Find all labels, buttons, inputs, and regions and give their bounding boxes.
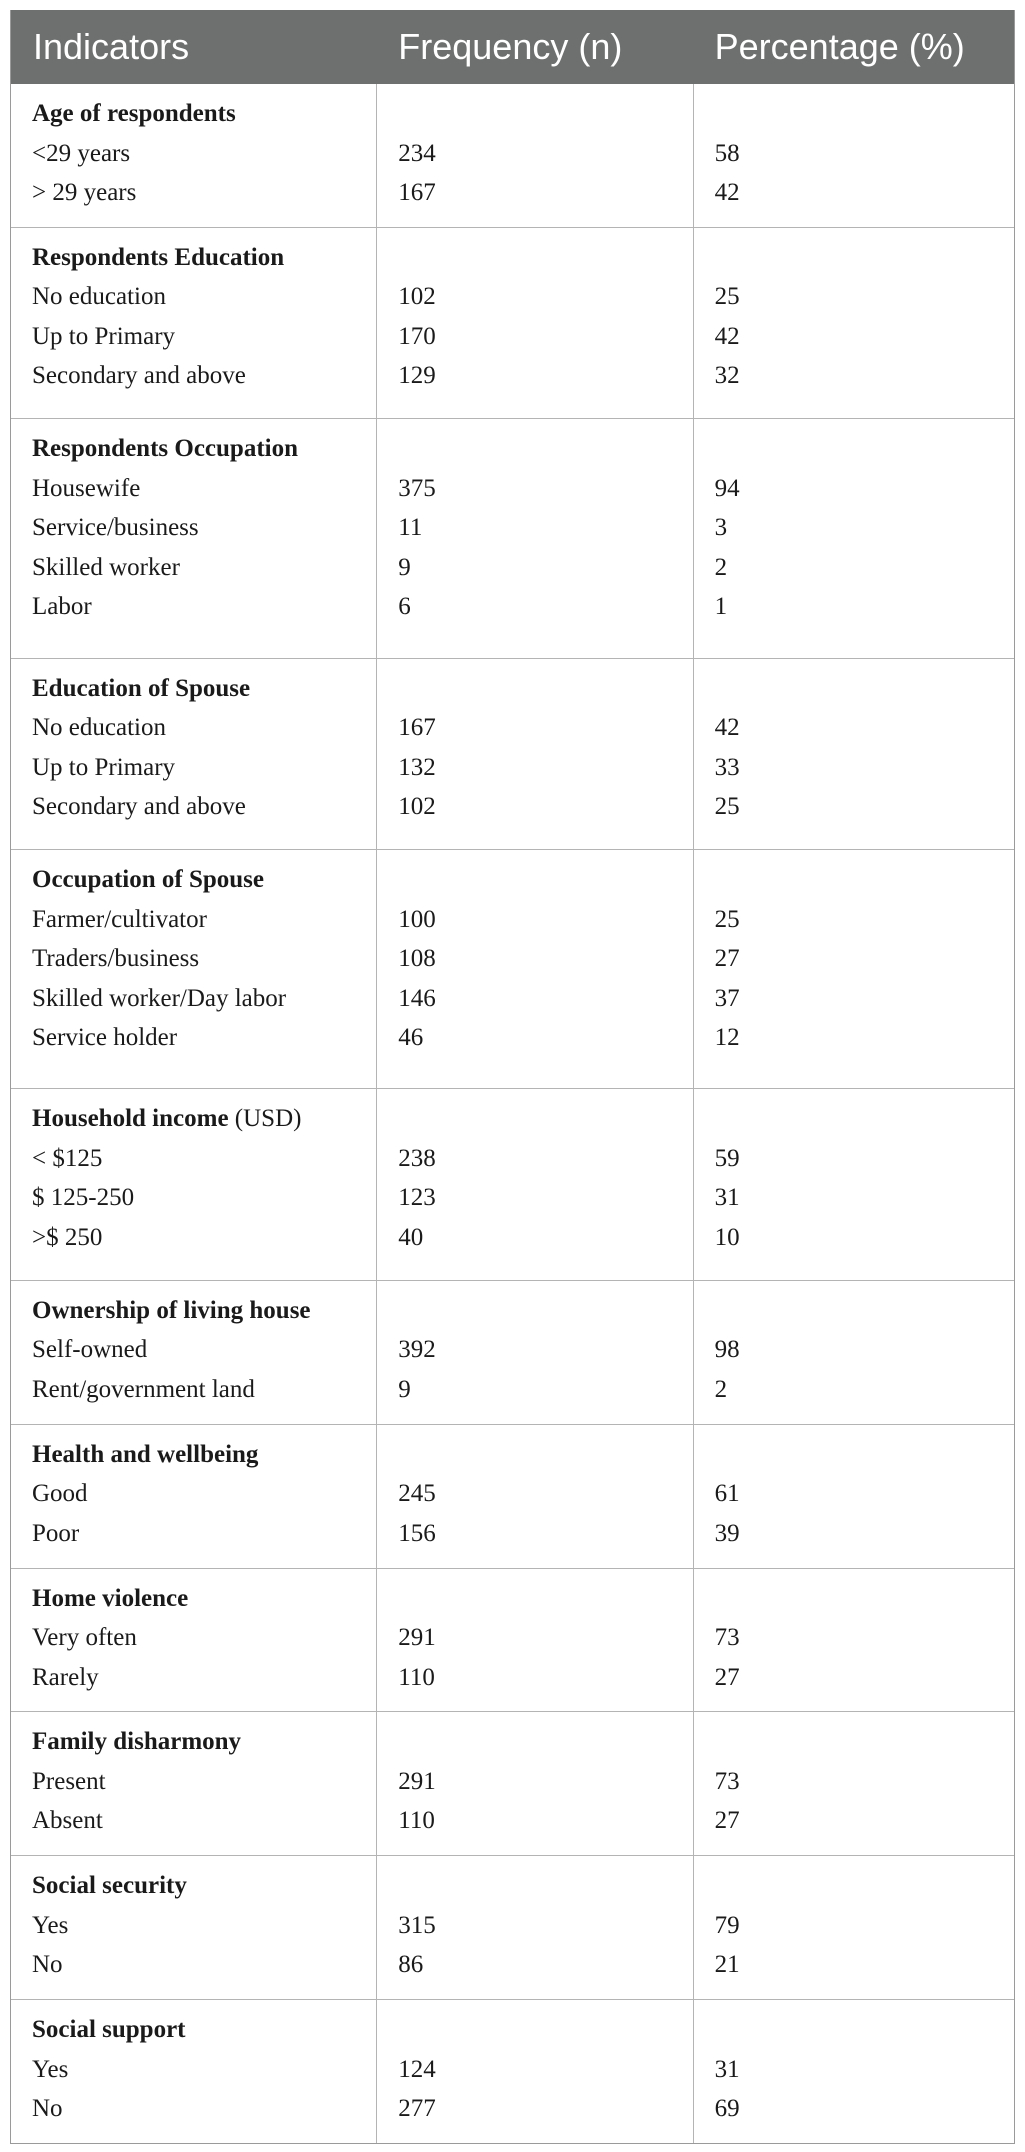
row-frequency: 102 [398, 283, 436, 311]
group-title-text: Social support [32, 2016, 186, 2044]
frequency-cell [376, 1856, 692, 1999]
table-group [11, 1089, 1014, 1281]
group-title [32, 1435, 376, 1475]
spacer [398, 1435, 692, 1475]
row-label: Skilled worker [32, 553, 180, 581]
row-frequency: 146 [398, 984, 436, 1012]
row-label: No education [32, 714, 166, 742]
table-group [11, 2000, 1014, 2143]
row-percentage: 25 [714, 905, 740, 933]
row-label: Self-owned [32, 1336, 148, 1364]
row-percentage: 25 [714, 793, 740, 821]
row-label: Yes [32, 2055, 69, 2083]
spacer [398, 429, 692, 469]
group-title [32, 1579, 376, 1619]
spacer [398, 1099, 692, 1139]
row-label: Present [32, 1767, 106, 1795]
row-frequency: 245 [398, 1480, 436, 1508]
group-title [32, 2010, 376, 2050]
row-percentage: 32 [714, 362, 740, 390]
table-group [11, 228, 1014, 420]
row-frequency: 392 [398, 1336, 436, 1364]
group-title-text: Social security [32, 1872, 187, 1900]
row-label: <29 years [32, 139, 131, 167]
spacer [715, 1722, 1014, 1762]
row-label: > 29 years [32, 179, 137, 206]
indicator-cell [11, 850, 376, 1088]
row-frequency: 238 [398, 1144, 436, 1172]
row-frequency: 9 [398, 553, 411, 581]
table-group [11, 1569, 1014, 1713]
row-percentage: 58 [714, 139, 740, 167]
table-body [11, 84, 1014, 2143]
row-label: No [32, 1951, 63, 1979]
group-title-unit: (USD) [234, 1105, 302, 1133]
row-percentage: 31 [714, 2055, 740, 2083]
row-percentage: 12 [714, 1024, 740, 1052]
percentage-cell [693, 419, 1014, 657]
table-header [11, 10, 1014, 84]
group-title-text: Family disharmony [32, 1728, 242, 1756]
row-frequency: 129 [398, 362, 436, 390]
spacer [398, 860, 692, 900]
row-label: Up to Primary [32, 322, 176, 350]
row-percentage: 73 [714, 1767, 740, 1795]
row-label: Service holder [32, 1024, 178, 1052]
row-frequency: 86 [398, 1951, 424, 1979]
row-percentage: 27 [714, 945, 740, 973]
row-frequency: 234 [398, 139, 436, 167]
row-percentage: 1 [714, 593, 728, 621]
frequency-cell [376, 1425, 692, 1568]
frequency-cell [376, 84, 692, 227]
row-percentage: 10 [714, 1223, 740, 1251]
percentage-cell [693, 1281, 1014, 1424]
spacer [398, 1291, 692, 1331]
header-percentage: Percentage (%) [714, 26, 965, 67]
row-frequency: 110 [398, 1807, 435, 1835]
spacer [715, 860, 1014, 900]
row-percentage: 73 [714, 1624, 740, 1651]
row-frequency: 156 [398, 1519, 436, 1547]
indicator-cell [11, 1569, 376, 1712]
frequency-cell [376, 1089, 692, 1280]
row-label: Traders/business [32, 945, 200, 973]
spacer [398, 669, 692, 709]
row-label: Good [32, 1480, 88, 1508]
spacer [715, 429, 1014, 469]
row-frequency: 102 [398, 793, 436, 821]
row-frequency: 170 [398, 322, 436, 350]
row-frequency: 110 [398, 1663, 435, 1691]
group-title-text: Respondents Education [32, 243, 285, 271]
indicator-cell [11, 1856, 376, 1999]
row-label: Rarely [32, 1663, 99, 1691]
row-percentage: 2 [714, 553, 728, 581]
frequency-cell [376, 1712, 692, 1855]
group-title [32, 429, 376, 469]
row-frequency: 291 [398, 1767, 436, 1795]
row-label: Housewife [32, 474, 141, 502]
spacer [715, 1579, 1014, 1619]
row-percentage: 39 [714, 1519, 740, 1547]
indicator-cell [11, 419, 376, 657]
row-label: Skilled worker/Day labor [32, 984, 287, 1012]
group-title-text: Education of Spouse [32, 674, 251, 702]
indicator-cell [11, 659, 376, 850]
table-group [11, 1425, 1014, 1569]
row-percentage: 3 [714, 514, 728, 542]
spacer [715, 1866, 1014, 1906]
table-group [11, 419, 1014, 658]
group-title-text: Age of respondents [32, 100, 236, 127]
group-title [32, 669, 376, 709]
frequency-cell [376, 2000, 692, 2143]
row-frequency: 9 [398, 1375, 411, 1403]
row-frequency: 132 [398, 753, 436, 781]
row-percentage: 33 [714, 753, 740, 781]
spacer [715, 669, 1014, 709]
row-percentage: 2 [714, 1375, 728, 1403]
frequency-cell [376, 850, 692, 1088]
group-title-text: Ownership of living house [32, 1296, 311, 1324]
indicator-cell [11, 1712, 376, 1855]
group-title-text: Occupation of Spouse [32, 866, 264, 894]
group-title-text: Home violence [32, 1584, 189, 1612]
row-percentage: 25 [714, 283, 740, 311]
row-percentage: 98 [714, 1336, 740, 1364]
group-title-text: Household income [32, 1105, 229, 1133]
frequency-cell [376, 1569, 692, 1712]
indicator-cell [11, 84, 376, 227]
spacer [715, 1291, 1014, 1331]
row-label: Farmer/cultivator [32, 905, 207, 933]
row-frequency: 108 [398, 945, 436, 973]
group-title [32, 238, 376, 278]
row-frequency: 123 [398, 1184, 436, 1212]
table-group [11, 850, 1014, 1089]
spacer [398, 1722, 692, 1762]
row-percentage: 27 [714, 1663, 740, 1691]
row-label: Labor [32, 593, 92, 621]
row-frequency: 277 [398, 2095, 436, 2123]
row-label: Poor [32, 1519, 80, 1547]
indicator-cell [11, 1089, 376, 1280]
spacer [398, 94, 692, 134]
row-percentage: 79 [714, 1911, 740, 1939]
frequency-cell [376, 1281, 692, 1424]
table-group [11, 1712, 1014, 1856]
percentage-cell [693, 1569, 1014, 1712]
spacer [398, 1579, 692, 1619]
spacer [715, 1435, 1014, 1475]
row-frequency: 100 [398, 905, 436, 933]
row-label: Secondary and above [32, 362, 246, 390]
spacer [715, 2010, 1014, 2050]
header-frequency: Frequency (n) [398, 26, 623, 67]
row-label: Yes [32, 1911, 69, 1939]
spacer [398, 2010, 692, 2050]
data-table [10, 10, 1015, 2144]
percentage-cell [693, 1856, 1014, 1999]
row-percentage: 27 [714, 1807, 740, 1835]
row-label: Secondary and above [32, 793, 246, 821]
row-frequency: 291 [398, 1624, 436, 1651]
row-percentage: 42 [714, 322, 740, 350]
frequency-cell [376, 228, 692, 419]
row-frequency: 40 [398, 1223, 424, 1251]
row-frequency: 11 [398, 514, 423, 542]
row-label: No education [32, 283, 166, 311]
table-group [11, 659, 1014, 851]
group-title [32, 1099, 376, 1139]
group-title [32, 1722, 376, 1762]
row-percentage: 42 [714, 714, 740, 742]
frequency-cell [376, 659, 692, 850]
header-indicators: Indicators [33, 26, 190, 67]
row-label: Service/business [32, 514, 199, 542]
row-frequency: 124 [398, 2055, 436, 2083]
frequency-cell [376, 419, 692, 657]
row-label: No [32, 2095, 63, 2123]
row-percentage: 21 [714, 1951, 740, 1979]
indicator-cell [11, 228, 376, 419]
row-label: $ 125-250 [32, 1184, 135, 1212]
row-label: >$ 250 [32, 1223, 103, 1251]
row-percentage: 37 [714, 984, 740, 1012]
row-frequency: 167 [398, 179, 436, 206]
percentage-cell [693, 659, 1014, 850]
group-title [32, 1866, 376, 1906]
percentage-cell [693, 1425, 1014, 1568]
row-percentage: 61 [714, 1480, 740, 1508]
group-title-text: Health and wellbeing [32, 1440, 259, 1468]
row-frequency: 46 [398, 1024, 424, 1052]
indicator-cell [11, 1425, 376, 1568]
percentage-cell [693, 1712, 1014, 1855]
percentage-cell [693, 1089, 1014, 1280]
row-percentage: 59 [714, 1144, 740, 1172]
group-title [32, 1291, 376, 1331]
percentage-cell [693, 84, 1014, 227]
row-percentage: 42 [714, 179, 740, 206]
group-title [32, 94, 376, 134]
row-frequency: 375 [398, 474, 436, 502]
row-percentage: 31 [714, 1184, 740, 1212]
percentage-cell [693, 2000, 1014, 2143]
row-frequency: 167 [398, 714, 436, 742]
row-percentage: 69 [714, 2095, 740, 2123]
table-group [11, 84, 1014, 228]
spacer [715, 238, 1014, 278]
row-label: Rent/government land [32, 1375, 255, 1403]
indicator-cell [11, 2000, 376, 2143]
percentage-cell [693, 228, 1014, 419]
spacer [398, 1866, 692, 1906]
group-title [32, 860, 376, 900]
row-label: Very often [32, 1624, 137, 1651]
spacer [715, 1099, 1014, 1139]
row-frequency: 6 [398, 593, 411, 621]
row-percentage: 94 [714, 474, 740, 502]
spacer [398, 238, 692, 278]
row-label: < $125 [32, 1144, 103, 1172]
table-group [11, 1281, 1014, 1425]
row-frequency: 315 [398, 1911, 436, 1939]
table-group [11, 1856, 1014, 2000]
indicator-cell [11, 1281, 376, 1424]
spacer [715, 94, 1014, 134]
percentage-cell [693, 850, 1014, 1088]
group-title-text: Respondents Occupation [32, 435, 299, 463]
row-label: Up to Primary [32, 753, 176, 781]
row-label: Absent [32, 1807, 103, 1835]
